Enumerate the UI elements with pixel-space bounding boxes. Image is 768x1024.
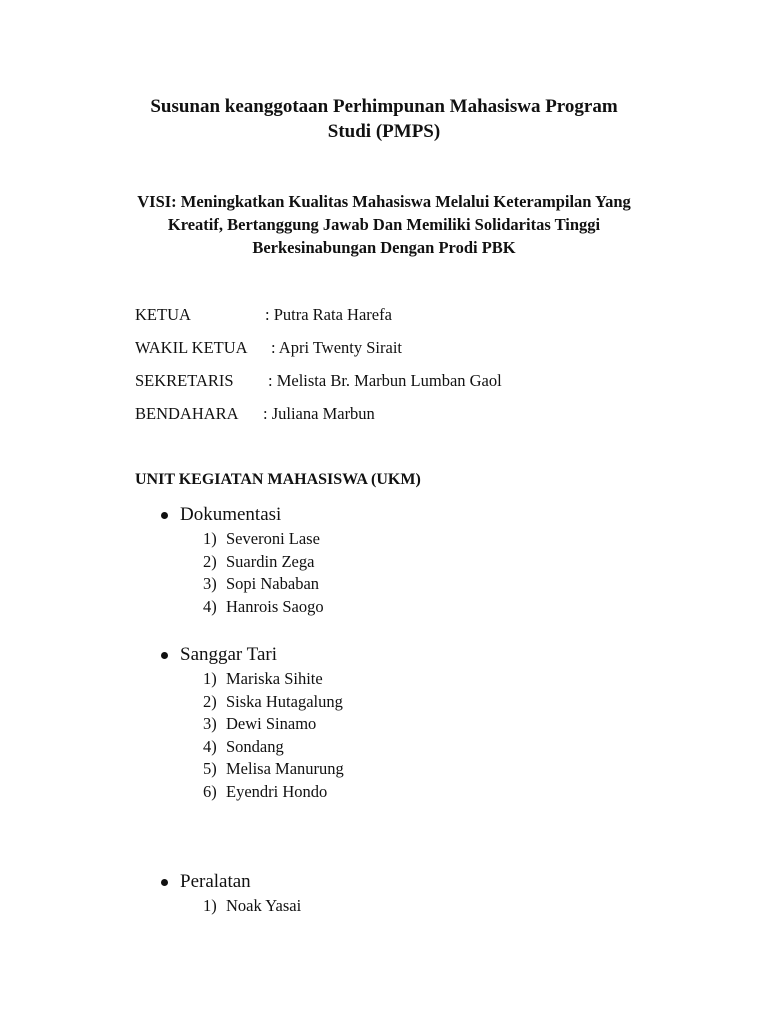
- officer-name: : Putra Rata Harefa: [265, 305, 392, 324]
- member-number: 4): [203, 736, 217, 756]
- unit-name: Dokumentasi: [180, 504, 282, 525]
- member-number: 1): [203, 896, 217, 915]
- bullet-icon: [161, 512, 168, 519]
- officer-name: : Melista Br. Marbun Lumban Gaol: [268, 371, 502, 390]
- member-number: 2): [203, 691, 217, 711]
- visi-line-2: Kreatif, Bertanggung Jawab Dan Memiliki Solidaritas Tinggi: [167, 215, 601, 234]
- unit-name: Peralatan: [180, 871, 251, 892]
- ukm-heading: UNIT KEGIATAN MAHASISWA (UKM): [135, 471, 421, 488]
- visi-line-3: Berkesinabungan Dengan Prodi PBK: [252, 238, 516, 257]
- document-title: [120, 94, 648, 144]
- member-name: Suardin Zega: [226, 551, 315, 571]
- officer-name: : Juliana Marbun: [263, 404, 375, 423]
- member-name: Dewi Sinamo: [226, 714, 317, 733]
- member-name: Melisa Manurung: [226, 759, 344, 778]
- unit-name: Sanggar Tari: [180, 644, 277, 665]
- bullet-icon: [161, 879, 168, 886]
- member-number: 3): [203, 714, 217, 733]
- officer-role: WAKIL KETUA: [135, 338, 248, 357]
- officer-role: SEKRETARIS: [135, 371, 234, 390]
- member-name: Hanrois Saogo: [226, 596, 324, 616]
- member-number: 2): [203, 551, 217, 571]
- member-number: 3): [203, 574, 217, 593]
- member-number: 4): [203, 596, 217, 616]
- bullet-icon: [161, 652, 168, 659]
- member-name: Mariska Sihite: [226, 669, 323, 688]
- officer-name: : Apri Twenty Sirait: [271, 338, 402, 357]
- officer-role: BENDAHARA: [135, 404, 239, 423]
- member-name: Eyendri Hondo: [226, 781, 328, 801]
- member-name: Siska Hutagalung: [226, 691, 343, 711]
- member-number: 1): [203, 669, 217, 688]
- visi-statement: [110, 190, 658, 259]
- visi-line-1: VISI: Meningkatkan Kualitas Mahasiswa Melalui Keterampilan Yang: [137, 192, 631, 211]
- member-name: Severoni Lase: [226, 529, 320, 548]
- member-name: Sopi Nababan: [226, 574, 320, 593]
- officer-role: KETUA: [135, 305, 191, 324]
- member-number: 1): [203, 529, 217, 548]
- member-number: 6): [203, 781, 217, 801]
- member-number: 5): [203, 759, 217, 778]
- title-line-1: Susunan keanggotaan Perhimpunan Mahasiswa Program: [150, 96, 618, 117]
- member-name: Sondang: [226, 736, 284, 756]
- member-name: Noak Yasai: [226, 896, 302, 915]
- title-line-2: Studi (PMPS): [327, 121, 441, 142]
